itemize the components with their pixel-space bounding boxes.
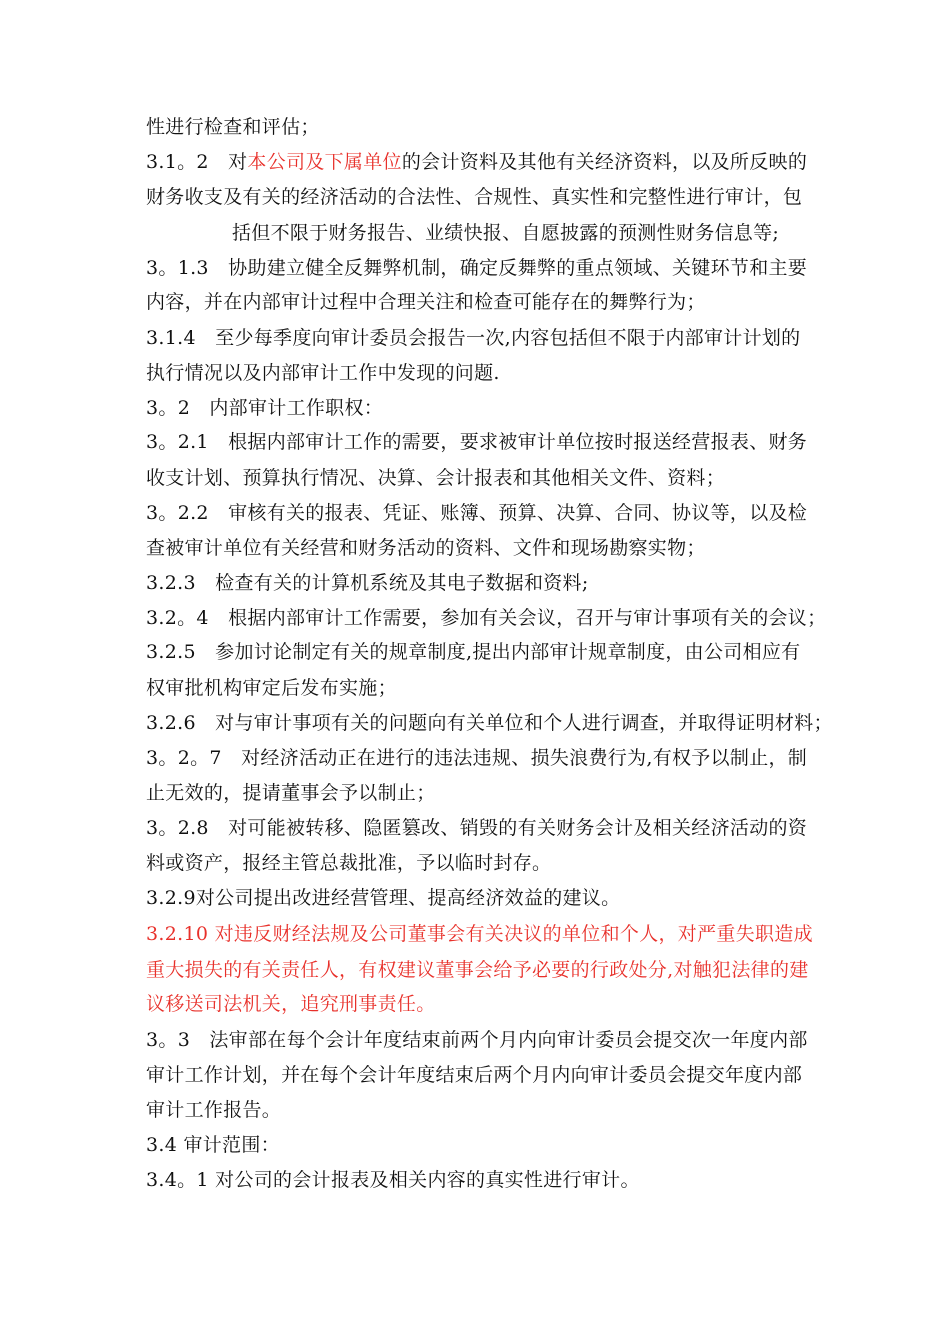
text-line: 内容，并在内部审计过程中合理关注和检查可能存在的舞弊行为； — [146, 291, 706, 313]
text-line: 料或资产，报经主管总裁批准，予以临时封存。 — [146, 852, 552, 874]
text-line: 审计工作计划，并在每个会计年度结束后两个月内向审计委员会提交年度内部 — [146, 1064, 803, 1086]
highlighted-text-line: 议移送司法机关，追究刑事责任。 — [146, 993, 436, 1015]
text-line: 3.2.3 检查有关的计算机系统及其电子数据和资料; — [146, 572, 589, 594]
section-heading: 3.4 审计范围： — [146, 1134, 280, 1156]
text-segment: 3.1。2 对 — [146, 151, 248, 173]
highlighted-text-line: 3.2.10 对违反财经法规及公司董事会有关决议的单位和个人，对严重失职造成 — [146, 923, 813, 945]
indented-text-line: 括但不限于财务报告、业绩快报、自愿披露的预测性财务信息等; — [232, 222, 780, 244]
section-heading: 3。2 内部审计工作职权： — [146, 397, 384, 419]
text-line — [146, 150, 826, 174]
text-line: 3.2.6 对与审计事项有关的问题向有关单位和个人进行调查，并取得证明材料； — [146, 712, 833, 734]
text-line: 审计工作报告。 — [146, 1099, 282, 1121]
text-line: 执行情况以及内部审计工作中发现的问题. — [146, 362, 500, 384]
text-line: 3。2.2 审核有关的报表、凭证、账簿、预算、决算、合同、协议等，以及检 — [146, 502, 808, 524]
text-line: 权审批机构审定后发布实施； — [146, 677, 397, 699]
text-line: 性进行检查和评估； — [146, 116, 320, 138]
text-line: 查被审计单位有关经营和财务活动的资料、文件和现场勘察实物； — [146, 537, 706, 559]
text-line: 3.1.4 至少每季度向审计委员会报告一次,内容包括但不限于内部审计计划的 — [146, 327, 801, 349]
text-line: 3.4。1 对公司的会计报表及相关内容的真实性进行审计。 — [146, 1169, 640, 1191]
highlighted-text-line: 重大损失的有关责任人，有权建议董事会给予必要的行政处分,对触犯法律的建 — [146, 959, 809, 981]
text-line: 3。3 法审部在每个会计年度结束前两个月内向审计委员会提交次一年度内部 — [146, 1029, 808, 1051]
text-line: 3。2.1 根据内部审计工作的需要，要求被审计单位按时报送经营报表、财务 — [146, 431, 808, 453]
text-line: 3.2.9对公司提出改进经营管理、提高经济效益的建议。 — [146, 887, 621, 909]
text-line: 止无效的，提请董事会予以制止； — [146, 782, 436, 804]
text-segment: 的会计资料及其他有关经济资料，以及所反映的 — [401, 151, 808, 173]
text-line: 3。2.8 对可能被转移、隐匿篡改、销毁的有关财务会计及相关经济活动的资 — [146, 817, 808, 839]
text-line: 3。1.3 协助建立健全反舞弊机制，确定反舞弊的重点领域、关键环节和主要 — [146, 257, 808, 279]
text-line: 3.2.5 参加讨论制定有关的规章制度,提出内部审计规章制度，由公司相应有 — [146, 641, 801, 663]
text-line: 3.2。4 根据内部审计工作需要，参加有关会议，召开与审计事项有关的会议； — [146, 607, 827, 629]
text-line: 收支计划、预算执行情况、决算、会计报表和其他相关文件、资料； — [146, 467, 726, 489]
highlighted-text: 本公司及下属单位 — [247, 151, 402, 173]
text-line: 财务收支及有关的经济活动的合法性、合规性、真实性和完整性进行审计，包 — [146, 186, 803, 208]
text-line: 3。2。7 对经济活动正在进行的违法违规、损失浪费行为,有权予以制止，制 — [146, 747, 808, 769]
